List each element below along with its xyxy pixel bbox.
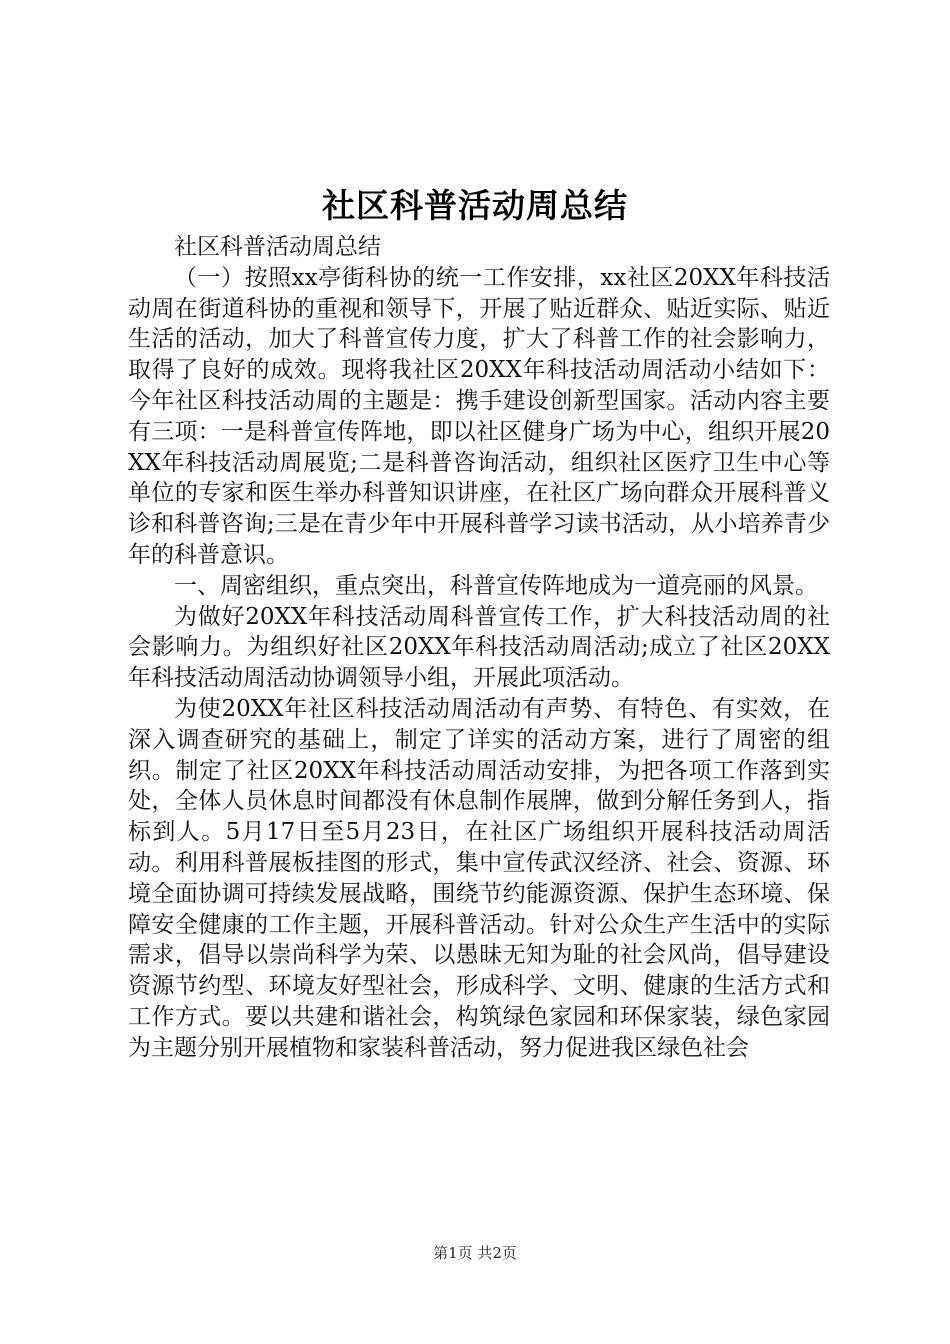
page-number-footer: 第1页 共2页 [433, 1244, 517, 1262]
paragraph-publicity: 为做好20XX年科技活动周科普宣传工作，扩大科技活动周的社会影响力。为组织好社区20XX年科技活动周活动;成立了社区20XX年科技活动周活动协调领导小组，开展此项活动。 [128, 603, 830, 692]
document-body [128, 232, 830, 1064]
document-subtitle: 社区科普活动周总结 [174, 234, 381, 260]
paragraph-section-heading: 一、周密组织，重点突出，科普宣传阵地成为一道亮丽的风景。 [174, 572, 818, 599]
paragraph-organization: 为使20XX年社区科技活动周活动有声势、有特色、有实效，在深入调查研究的基础上，制定了详实的活动方案，进行了周密的组织。制定了社区20XX年科技活动周活动安排，为把各项工作落到实处，全体人员休息时间都没有休息制作展牌，做到分解任务到人，指标到人。5月17日至5月23日，在社区广场组织开展科技活动周活动。利用科普展板挂图的形式，集中宣传武汉经济、社会、资源、环境全面协调可持续发展战略，围绕节约能源资源、保护生态环境、保障安全健康的工作主题，开展科普活动。针对公众生产生活中的实际需求，倡导以崇尚科学为荣、以愚昧无知为耻的社会风尚，倡导建设资源节约型、环境友好型社会，形成科学、文明、健康的生活方式和工作方式。要以共建和谐社会，构筑绿色家园和环保家装，绿色家园为主题分别开展植物和家装科普活动，努力促进我区绿色社会 [128, 695, 830, 1061]
document-title: 社区科普活动周总结 [322, 186, 628, 225]
paragraph-intro: （一）按照xx亭街科协的统一工作安排，xx社区20XX年科技活动周在街道科协的重视和领导下，开展了贴近群众、贴近实际、贴近生活的活动，加大了科普宣传力度，扩大了科普工作的社会影响力，取得了良好的成效。现将我社区20XX年科技活动周活动小结如下：今年社区科技活动周的主题是：携手建设创新型国家。活动内容主要有三项：一是科普宣传阵地，即以社区健身广场为中心，组织开展20XX年科技活动周展览;二是科普咨询活动，组织社区医疗卫生中心等单位的专家和医生举办科普知识讲座，在社区广场向群众开展科普义诊和科普咨询;三是在青少年中开展科普学习读书活动，从小培养青少年的科普意识。 [128, 264, 830, 568]
